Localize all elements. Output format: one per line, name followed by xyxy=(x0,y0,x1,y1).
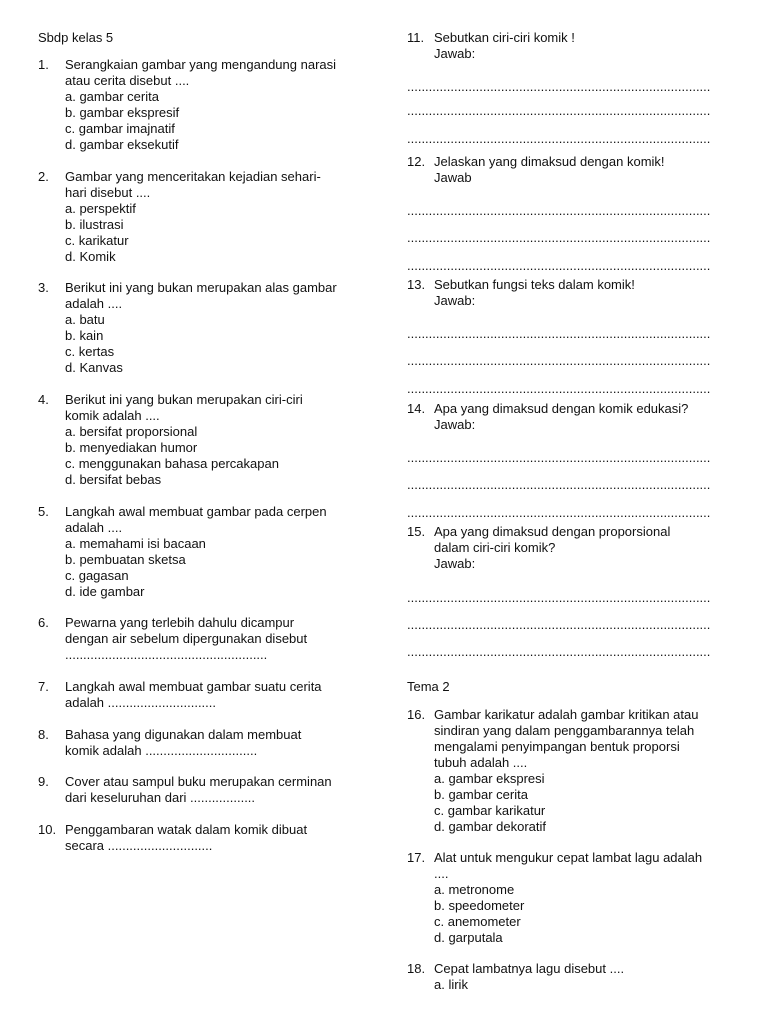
answer-line[interactable]: .................................................................................... xyxy=(407,477,711,492)
answer-line[interactable]: .................................................................................... xyxy=(407,617,711,632)
answer-option[interactable]: b. menyediakan humor xyxy=(65,440,198,455)
question-9 xyxy=(38,774,378,806)
answer-option[interactable]: b. ilustrasi xyxy=(65,217,124,232)
question-text xyxy=(434,30,747,62)
answer-option[interactable]: c. anemometer xyxy=(434,914,521,929)
question-15 xyxy=(407,524,747,572)
question-text-line: adalah .... xyxy=(65,520,123,535)
question-number: 10. xyxy=(38,822,57,837)
answer-option[interactable]: b. gambar cerita xyxy=(434,787,528,802)
answer-option[interactable]: a. gambar cerita xyxy=(65,89,159,104)
question-number: 14. xyxy=(407,401,426,416)
question-text-line: komik adalah .... xyxy=(65,408,160,423)
question-text xyxy=(65,822,378,854)
question-text-line: Berikut ini yang bukan merupakan ciri-ciri xyxy=(65,392,303,407)
question-text-line: dari keseluruhan dari .................. xyxy=(65,790,256,805)
question-text-line: Apa yang dimaksud dengan komik edukasi? xyxy=(434,401,689,416)
question-number: 8. xyxy=(38,727,49,742)
question-text xyxy=(65,504,378,536)
question-text-line: hari disebut .... xyxy=(65,185,151,200)
question-number: 11. xyxy=(407,30,425,45)
tema-2-heading: Tema 2 xyxy=(407,679,450,694)
question-number: 16. xyxy=(407,707,426,722)
question-body xyxy=(65,679,378,711)
answer-line[interactable]: .................................................................................... xyxy=(407,230,711,245)
answer-option[interactable]: b. speedometer xyxy=(434,898,525,913)
answer-option[interactable]: d. gambar eksekutif xyxy=(65,137,179,152)
question-text xyxy=(434,277,747,309)
question-text-line: Sebutkan ciri-ciri komik ! xyxy=(434,30,575,45)
answer-line[interactable]: .................................................................................... xyxy=(407,79,711,94)
answer-option[interactable]: c. gambar karikatur xyxy=(434,803,546,818)
question-text xyxy=(65,169,378,201)
question-body xyxy=(434,524,747,572)
question-text xyxy=(434,850,747,882)
question-text-line: Jawab xyxy=(434,170,472,185)
answer-option[interactable]: d. Komik xyxy=(65,249,116,264)
question-12 xyxy=(407,154,747,186)
question-number: 17. xyxy=(407,850,426,865)
answer-option[interactable]: d. ide gambar xyxy=(65,584,145,599)
question-number: 13. xyxy=(407,277,426,292)
question-text-line: sindiran yang dalam penggambarannya telah xyxy=(434,723,695,738)
question-text-line: Cepat lambatnya lagu disebut .... xyxy=(434,961,625,976)
question-7 xyxy=(38,679,378,711)
answer-line[interactable]: .................................................................................... xyxy=(407,450,711,465)
answer-line[interactable]: .................................................................................... xyxy=(407,203,711,218)
question-16 xyxy=(407,707,747,835)
answer-option[interactable]: a. lirik xyxy=(434,977,468,992)
question-text-line: Langkah awal membuat gambar suatu cerita xyxy=(65,679,322,694)
question-body xyxy=(434,401,747,433)
question-text-line: tubuh adalah .... xyxy=(434,755,528,770)
answer-option[interactable]: c. kertas xyxy=(65,344,115,359)
question-4 xyxy=(38,392,378,488)
question-body xyxy=(65,169,378,265)
question-body xyxy=(65,774,378,806)
question-8 xyxy=(38,727,378,759)
question-5 xyxy=(38,504,378,600)
question-number: 6. xyxy=(38,615,49,630)
page-title: Sbdp kelas 5 xyxy=(38,30,114,45)
question-text xyxy=(65,774,378,806)
question-text-line: Gambar karikatur adalah gambar kritikan atau xyxy=(434,707,699,722)
question-body xyxy=(65,822,378,854)
question-text xyxy=(65,392,378,424)
question-body xyxy=(434,277,747,309)
question-body xyxy=(434,850,747,946)
question-text-line: dengan air sebelum dipergunakan disebut xyxy=(65,631,308,646)
question-number: 5. xyxy=(38,504,49,519)
answer-option[interactable]: d. bersifat bebas xyxy=(65,472,162,487)
answer-option[interactable]: c. gagasan xyxy=(65,568,129,583)
answer-option[interactable]: c. gambar imajnatif xyxy=(65,121,175,136)
question-text-line: Jawab: xyxy=(434,556,476,571)
question-body xyxy=(434,961,747,993)
question-text-line: Sebutkan fungsi teks dalam komik! xyxy=(434,277,635,292)
question-text-line: Jawab: xyxy=(434,46,476,61)
question-6 xyxy=(38,615,378,663)
answer-option[interactable]: a. metronome xyxy=(434,882,515,897)
question-text-line: dalam ciri-ciri komik? xyxy=(434,540,556,555)
question-text xyxy=(65,57,378,89)
question-body xyxy=(65,615,378,663)
question-number: 15. xyxy=(407,524,426,539)
question-13 xyxy=(407,277,747,309)
question-18 xyxy=(407,961,747,993)
question-1 xyxy=(38,57,378,153)
question-body xyxy=(65,727,378,759)
question-text-line: Jawab: xyxy=(434,293,476,308)
question-text xyxy=(65,280,378,312)
question-body xyxy=(65,392,378,488)
question-text xyxy=(65,615,378,663)
answer-line[interactable]: .................................................................................... xyxy=(407,131,711,146)
question-text-line: Bahasa yang digunakan dalam membuat xyxy=(65,727,302,742)
question-body xyxy=(65,280,378,376)
answer-line[interactable]: .................................................................................... xyxy=(407,644,711,659)
question-number: 7. xyxy=(38,679,49,694)
answer-option[interactable]: a. memahami isi bacaan xyxy=(65,536,206,551)
question-text xyxy=(65,679,378,711)
question-3 xyxy=(38,280,378,376)
answer-option[interactable]: a. gambar ekspresi xyxy=(434,771,545,786)
question-text-line: adalah .... xyxy=(65,296,123,311)
answer-option[interactable]: d. garputala xyxy=(434,930,503,945)
question-text-line: .... xyxy=(434,866,449,881)
question-text-line: komik adalah ............................... xyxy=(65,743,258,758)
question-number: 3. xyxy=(38,280,49,295)
answer-line[interactable]: .................................................................................... xyxy=(407,326,711,341)
answer-line[interactable]: .................................................................................... xyxy=(407,505,711,520)
question-text-line: adalah .............................. xyxy=(65,695,217,710)
answer-line[interactable]: .................................................................................... xyxy=(407,258,711,273)
question-text-line: Berikut ini yang bukan merupakan alas gambar xyxy=(65,280,337,295)
question-body xyxy=(434,154,747,186)
answer-option[interactable]: c. karikatur xyxy=(65,233,129,248)
question-text-line: Cover atau sampul buku merupakan cerminan xyxy=(65,774,332,789)
answer-line[interactable]: .................................................................................... xyxy=(407,381,711,396)
question-number: 2. xyxy=(38,169,49,184)
question-text xyxy=(434,154,747,186)
question-text-line: Alat untuk mengukur cepat lambat lagu adalah xyxy=(434,850,703,865)
question-number: 12. xyxy=(407,154,426,169)
question-text-line: Apa yang dimaksud dengan proporsional xyxy=(434,524,671,539)
question-14 xyxy=(407,401,747,433)
question-text xyxy=(65,727,378,759)
question-body xyxy=(65,504,378,600)
question-text-line: Jelaskan yang dimaksud dengan komik! xyxy=(434,154,665,169)
answer-option[interactable]: a. perspektif xyxy=(65,201,136,216)
answer-option[interactable]: b. kain xyxy=(65,328,104,343)
answer-option[interactable]: a. bersifat proporsional xyxy=(65,424,198,439)
question-text xyxy=(434,401,747,433)
question-text-line: Penggambaran watak dalam komik dibuat xyxy=(65,822,308,837)
answer-line[interactable]: .................................................................................... xyxy=(407,590,711,605)
question-text-line: mengalami penyimpangan bentuk proporsi xyxy=(434,739,680,754)
question-number: 1. xyxy=(38,57,49,72)
question-body xyxy=(434,30,747,62)
answer-line[interactable]: .................................................................................... xyxy=(407,103,711,118)
question-text-line: atau cerita disebut .... xyxy=(65,73,190,88)
question-11 xyxy=(407,30,747,62)
question-text xyxy=(434,961,747,977)
question-text xyxy=(434,524,747,572)
question-text-line: secara ............................. xyxy=(65,838,213,853)
question-body xyxy=(65,57,378,153)
question-number: 4. xyxy=(38,392,49,407)
question-text-line: Jawab: xyxy=(434,417,476,432)
question-number: 18. xyxy=(407,961,426,976)
question-10 xyxy=(38,822,378,854)
question-text-line: Serangkaian gambar yang mengandung narasi xyxy=(65,57,337,72)
question-text xyxy=(434,707,747,771)
answer-option[interactable]: d. gambar dekoratif xyxy=(434,819,547,834)
question-2 xyxy=(38,169,378,265)
question-text-line: Langkah awal membuat gambar pada cerpen xyxy=(65,504,327,519)
question-number: 9. xyxy=(38,774,49,789)
answer-option[interactable]: d. Kanvas xyxy=(65,360,123,375)
answer-line[interactable]: .................................................................................... xyxy=(407,353,711,368)
question-body xyxy=(434,707,747,835)
answer-option[interactable]: a. batu xyxy=(65,312,105,327)
answer-option[interactable]: c. menggunakan bahasa percakapan xyxy=(65,456,279,471)
question-text-line: ........................................................ xyxy=(65,647,268,662)
question-text-line: Gambar yang menceritakan kejadian sehari- xyxy=(65,169,321,184)
question-text-line: Pewarna yang terlebih dahulu dicampur xyxy=(65,615,295,630)
question-17 xyxy=(407,850,747,946)
answer-option[interactable]: b. pembuatan sketsa xyxy=(65,552,186,567)
answer-option[interactable]: b. gambar ekspresif xyxy=(65,105,180,120)
